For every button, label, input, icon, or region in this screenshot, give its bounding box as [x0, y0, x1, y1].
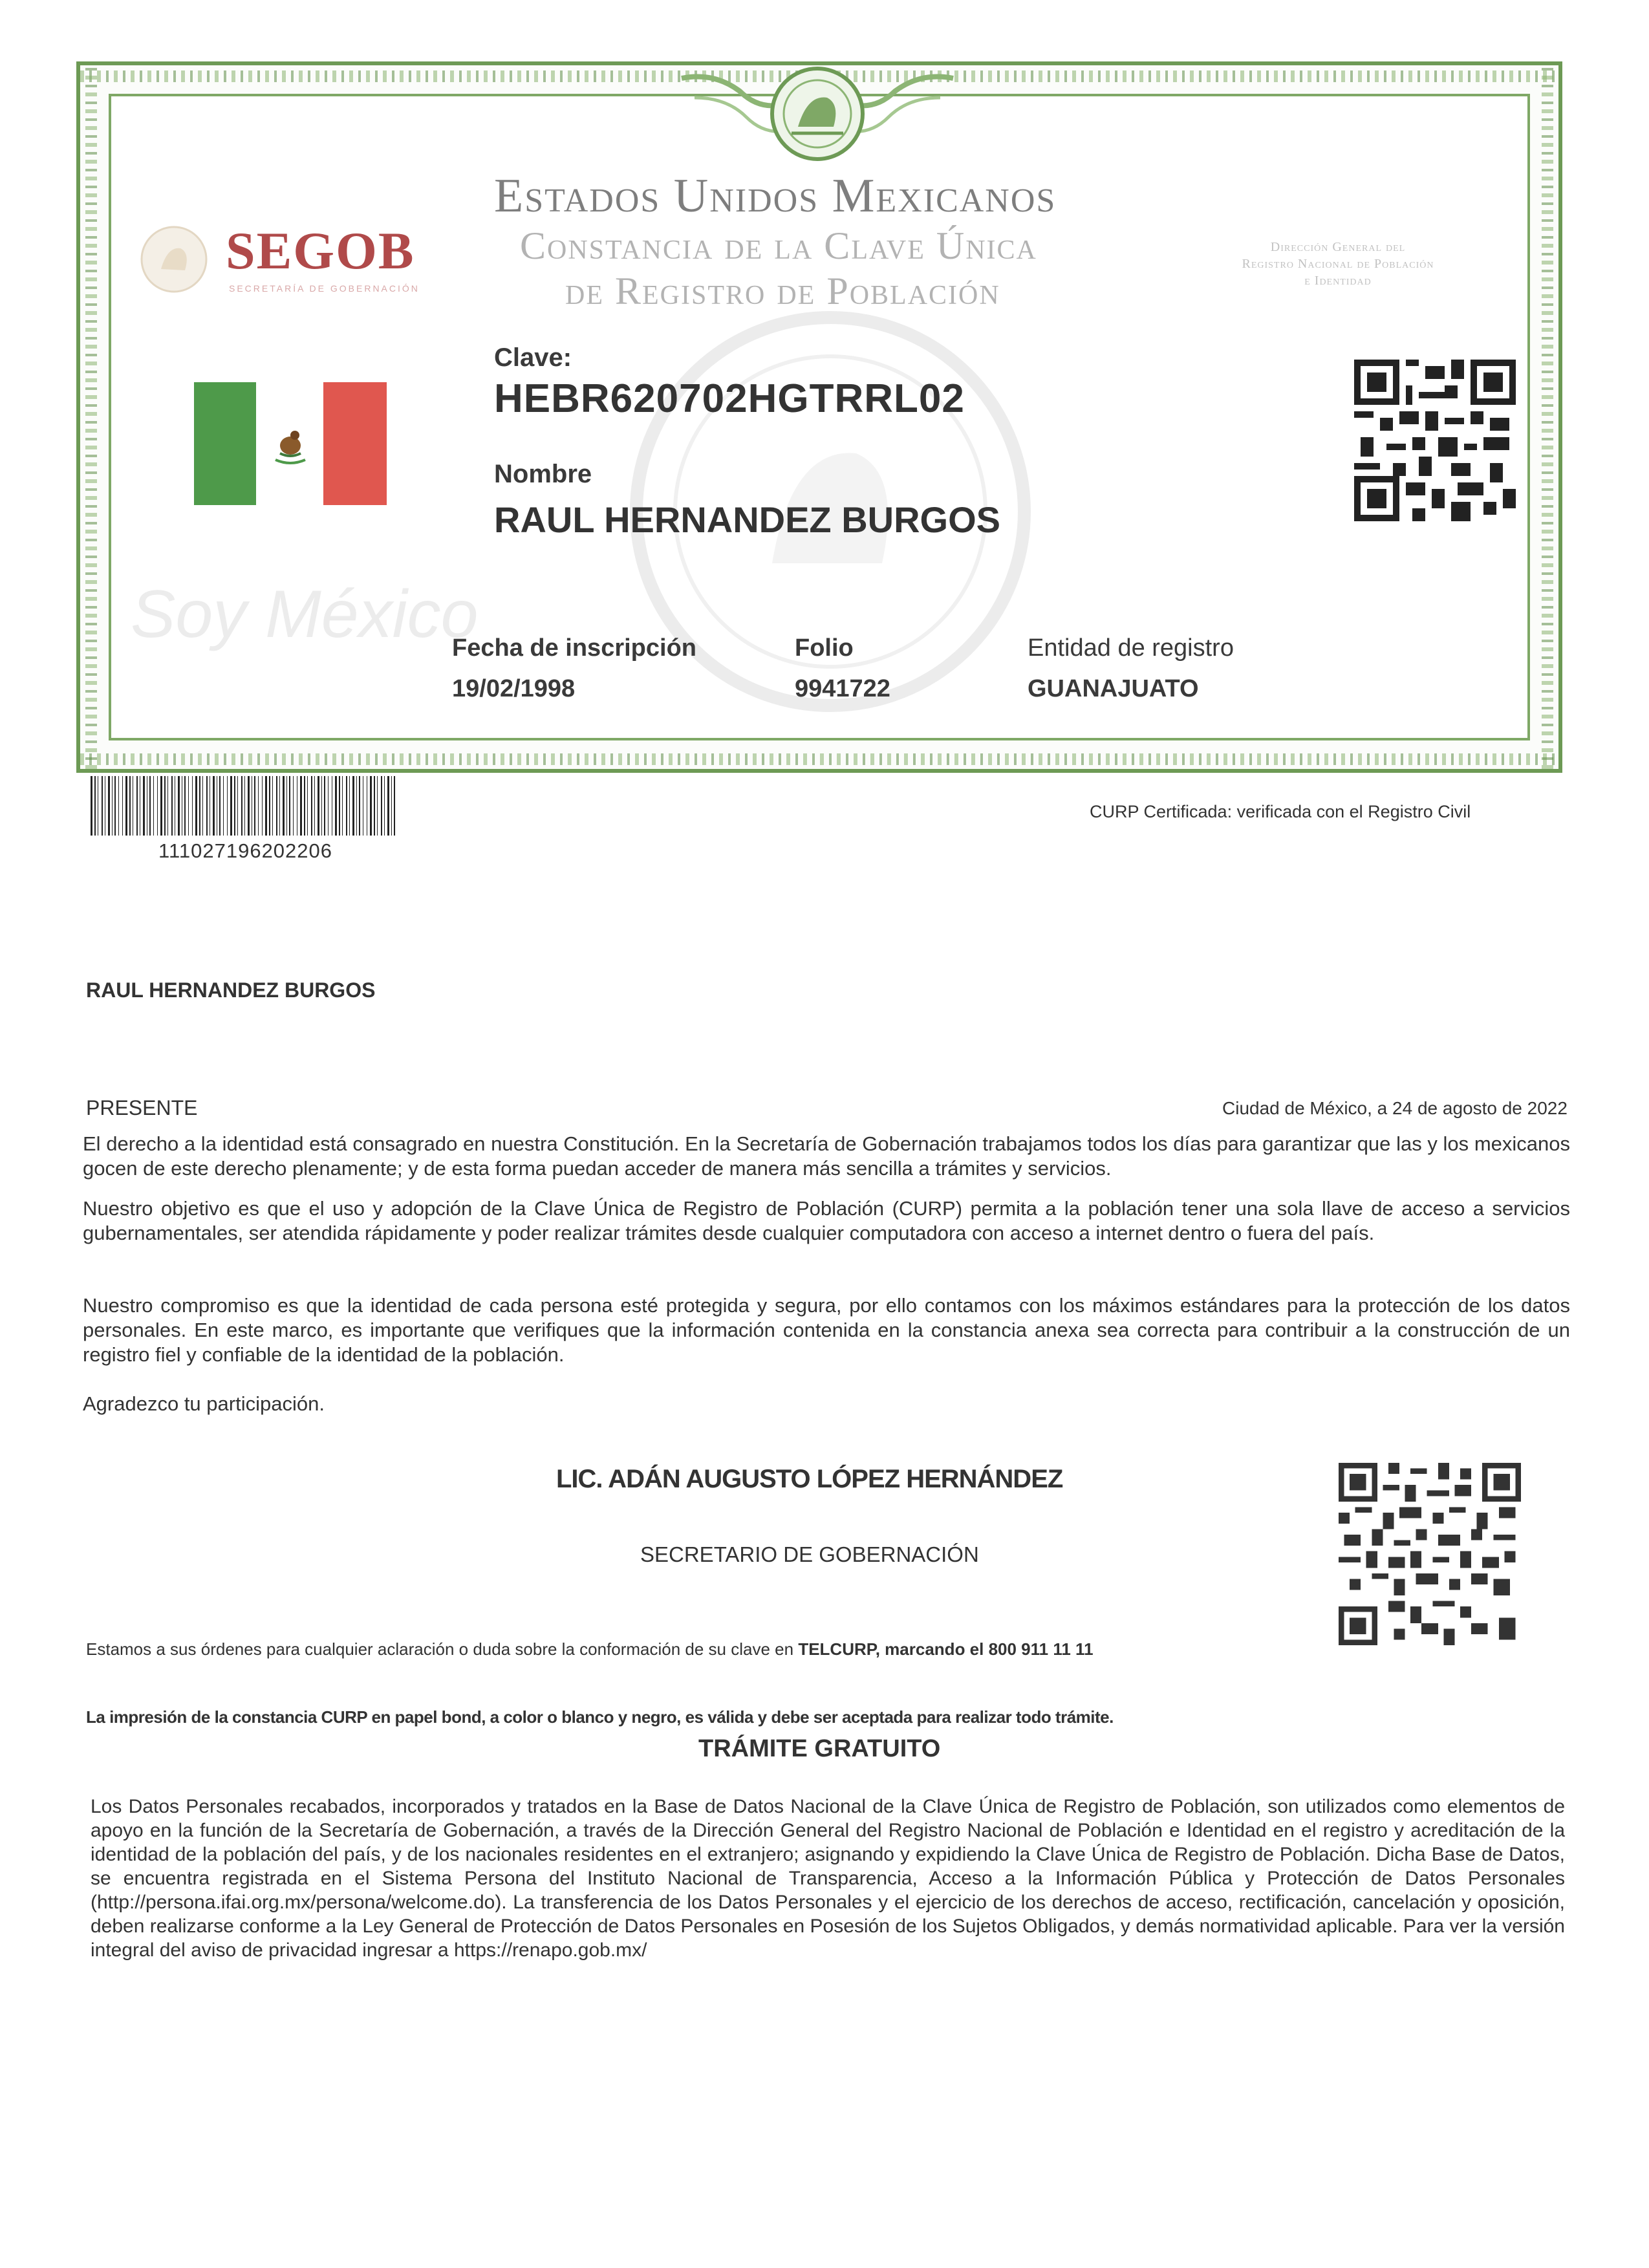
nombre-label: Nombre: [494, 460, 592, 488]
segob-logo-subtext: SECRETARÍA DE GOBERNACIÓN: [229, 283, 420, 294]
renapo-header: [1186, 239, 1490, 289]
presente-salutation: PRESENTE: [86, 1096, 198, 1119]
border-pattern-bottom: [80, 753, 1558, 765]
folio-label: Folio: [795, 634, 854, 662]
country-title: Estados Unidos Mexicanos: [494, 169, 1057, 222]
fecha-inscripcion-label: Fecha de inscripción: [452, 634, 696, 662]
entidad-value: GUANAJUATO: [1028, 675, 1199, 702]
nombre-value: RAUL HERNANDEZ BURGOS: [494, 499, 1000, 540]
document-title-line2: de Registro de Población: [565, 270, 1000, 312]
curp-certificate: [76, 61, 1562, 773]
soy-mexico-watermark: Soy México: [131, 577, 479, 652]
segob-emblem-icon: [138, 224, 210, 295]
telcurp-phone: TELCURP, marcando el 800 911 11 11: [798, 1639, 1094, 1659]
document-title-line1: Constancia de la Clave Única: [520, 224, 1037, 267]
qr-code-icon: [1354, 360, 1516, 521]
letter-thanks: Agradezco tu participación.: [83, 1392, 325, 1415]
fecha-inscripcion-value: 19/02/1998: [452, 675, 576, 702]
entidad-label: Entidad de registro: [1028, 634, 1234, 662]
clave-label: Clave:: [494, 343, 572, 372]
curp-certified-note: CURP Certificada: verificada con el Registro Civil: [1090, 802, 1471, 821]
renapo-header-line3: e Identidad: [1304, 274, 1372, 288]
qr-code-icon: [1339, 1463, 1521, 1645]
clave-value: HEBR620702HGTRRL02: [494, 376, 965, 421]
barcode-number: 111027196202206: [158, 839, 333, 862]
renapo-header-line2: Registro Nacional de Población: [1242, 257, 1434, 271]
letter-paragraph-1: El derecho a la identidad está consagrado en nuestra Constitución. En la Secretaría de Gobernación trabajamos todos los días para garantizar que las y los mexicanos gocen de este derecho plenamente; y de esta forma puedan acceder de manera más sencilla a trámites y servicios.: [83, 1132, 1570, 1180]
renapo-header-line1: Dirección General del: [1270, 240, 1406, 254]
letter-date: Ciudad de México, a 24 de agosto de 2022: [1222, 1098, 1568, 1118]
validity-notice: La impresión de la constancia CURP en papel bond, a color o blanco y negro, es válida y debe ser aceptada para realizar todo trámite.: [86, 1707, 1114, 1727]
segob-logo-text: SEGOB: [226, 221, 415, 280]
signer-title: SECRETARIO DE GOBERNACIÓN: [640, 1542, 979, 1566]
border-pattern-left: [85, 65, 97, 769]
barcode-icon: [91, 776, 398, 836]
privacy-notice: Los Datos Personales recabados, incorporados y tratados en la Base de Datos Nacional de la Clave Única de Registro de Población, son utilizados como elementos de apoyo en la función de la Secretaría de Gobernación, a través de la Dirección General del Registro Nacional de Población e Identidad en el registro y acreditación de la identidad de la población del país, y de los nacionales residentes en el extranjero; asignando y expidiendo la Clave Única de Registro de Población. Dicha Base de Datos, se encuentra registrada en el Sistema Persona del Instituto Nacional de Transparencia, Acceso a la Información Pública y Protección de Datos Personales (http://persona.ifai.org.mx/persona/welcome.do). La transferencia de los Datos Personales y el ejercicio de los derechos de acceso, rectificación, cancelación y oposición, deben realizarse conforme a la Ley General de Protección de Datos Personales en Posesión de los Sujetos Obligados, y demás normatividad aplicable. Para ver la versión integral del aviso de privacidad ingresar a https://renapo.gob.mx/: [91, 1796, 1565, 1961]
letter-paragraph-2: Nuestro objetivo es que el uso y adopción de la Clave Única de Registro de Población (CURP) permita a la población tener una sola llave de acceso a servicios gubernamentales, ser atendida rápidamente y poder realizar trámites desde cualquier computadora con acceso a internet dentro o fuera del país.: [83, 1197, 1570, 1244]
tramite-gratuito: TRÁMITE GRATUITO: [698, 1735, 941, 1762]
mexican-coat-of-arms-icon: [675, 65, 960, 169]
recipient-name: RAUL HERNANDEZ BURGOS: [86, 978, 376, 1002]
signer-name: LIC. ADÁN AUGUSTO LÓPEZ HERNÁNDEZ: [556, 1465, 1063, 1493]
telcurp-contact-text: Estamos a sus órdenes para cualquier aclaración o duda sobre la conformación de su clave en: [86, 1639, 799, 1659]
telcurp-contact-line: [86, 1639, 1094, 1659]
border-pattern-right: [1542, 65, 1553, 769]
mexican-flag-icon: [194, 382, 387, 505]
letter-paragraph-3: Nuestro compromiso es que la identidad de cada persona esté protegida y segura, por ello contamos con los máximos estándares para la protección de los datos personales. En este marco, es importante que verifiques que la información contenida en la constancia anexa sea correcta para contribuir a la construcción de un registro fiel y confiable de la identidad de la población.: [83, 1294, 1570, 1366]
folio-value: 9941722: [795, 675, 890, 702]
